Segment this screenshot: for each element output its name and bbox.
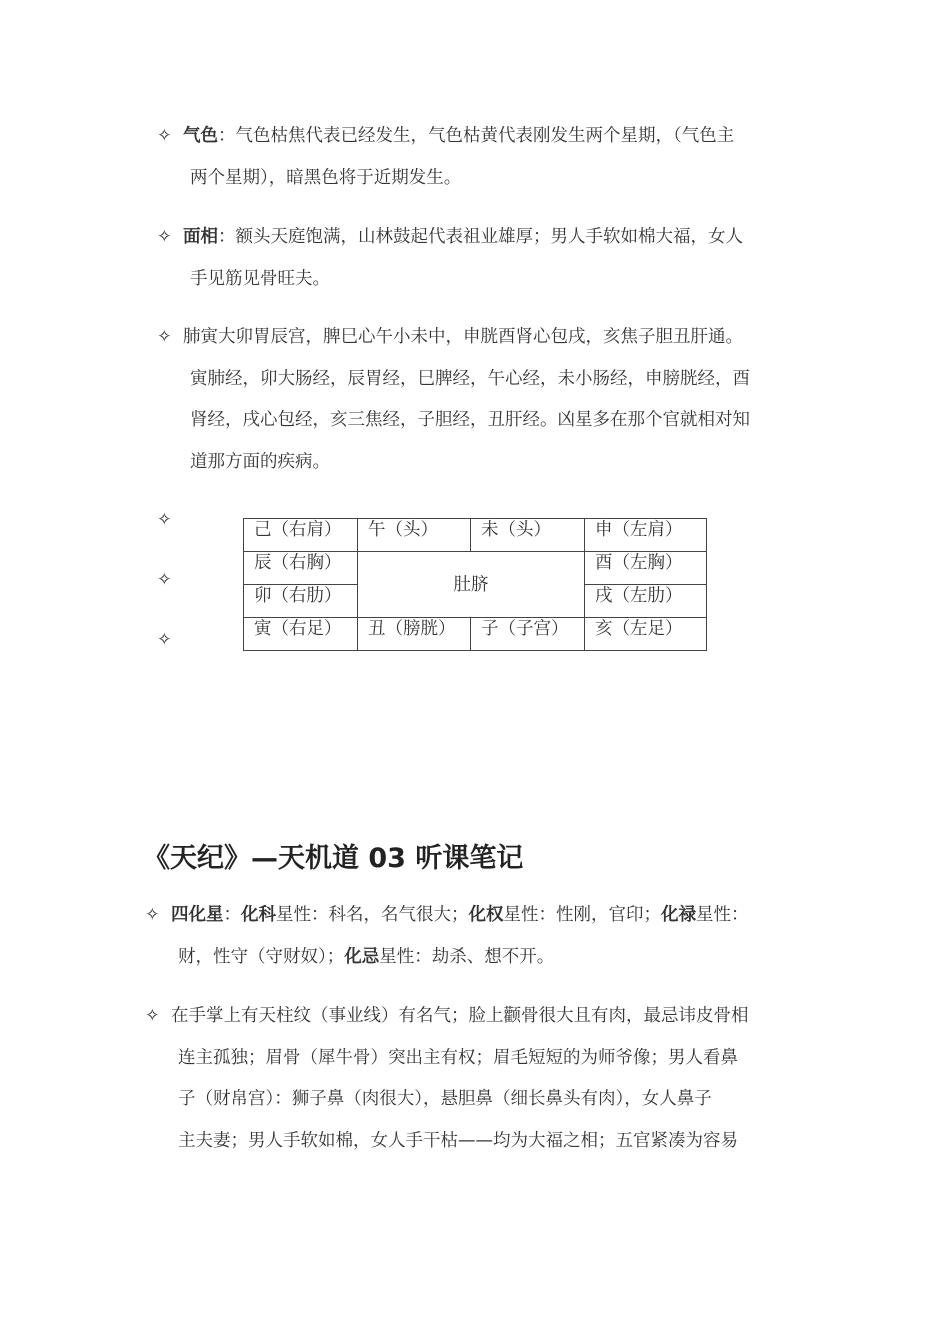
- huaquan-label: 化权: [468, 905, 504, 925]
- hualu-label: 化禄: [661, 905, 696, 925]
- bullet-star-icon: ✧: [157, 227, 172, 247]
- qise-label: 气色: [183, 126, 218, 146]
- bullet-star-icon: ✧: [157, 327, 172, 347]
- table-row: [244, 519, 707, 552]
- table-cell: 己（右肩）: [244, 519, 358, 552]
- table-cell: 辰（右胸）: [244, 552, 358, 585]
- jingluo-line3: 肾经，戌心包经，亥三焦经，子胆经，丑肝经。凶星多在那个官就相对知: [190, 410, 750, 430]
- jingluo-line1: 肺寅大卯胃辰宫，脾巳心午小未中，申胱酉肾心包戌，亥焦子胆丑肝通。: [183, 327, 743, 347]
- mianxiang-text-line1: ：额头天庭饱满，山林鼓起代表祖业雄厚；男人手软如棉大福，女人: [218, 227, 743, 247]
- qise-text-line2: 两个星期），暗黑色将于近期发生。: [190, 167, 462, 188]
- bullet-sihua: ✧ 四化星：化科星性：科名，名气很大；化权星性：性刚，官印；化禄星性： 财，性守（守财奴）；化忌星性：劫杀、想不开。: [145, 895, 825, 978]
- section-title: 《天纪》—天机道 03 听课笔记: [143, 843, 524, 874]
- shouzhang-line4: 主夫妻；男人手软如棉，女人手干枯——均为大福之相；五官紧凑为容易: [178, 1130, 738, 1151]
- table-cell: 子（子宫）: [471, 618, 585, 651]
- table-cell: 亥（左足）: [585, 618, 707, 651]
- mianxiang-label: 面相: [183, 227, 218, 247]
- table-cell: 酉（左胸）: [585, 552, 707, 585]
- bullet-star-icon: ✧: [157, 510, 172, 530]
- bullet-mianxiang: [157, 217, 817, 300]
- table-cell: 午（头）: [358, 519, 471, 552]
- table-cell: 丑（膀胱）: [358, 618, 471, 651]
- table-center-cell: 肚脐: [358, 552, 585, 618]
- table-row: [244, 618, 707, 651]
- sihua-label: 四化星: [171, 905, 224, 925]
- table-cell: 卯（右肋）: [244, 585, 358, 618]
- qise-text-line1: ：气色枯焦代表已经发生，气色枯黄代表刚发生两个星期，（气色主: [218, 126, 735, 146]
- jingluo-line4: 道那方面的疾病。: [190, 451, 330, 472]
- huaji-label: 化忌: [344, 946, 380, 967]
- mianxiang-text-line2: 手见筋见骨旺夫。: [190, 268, 330, 289]
- table-cell: 寅（右足）: [244, 618, 358, 651]
- shouzhang-line2: 连主孤独；眉骨（犀牛骨）突出主有权；眉毛短短的为师爷像；男人看鼻: [178, 1047, 738, 1068]
- table-row: [244, 552, 707, 585]
- table-cell: 未（头）: [471, 519, 585, 552]
- bullet-star-icon: ✧: [157, 570, 172, 590]
- table-cell: 申（左肩）: [585, 519, 707, 552]
- bullet-star-icon: ✧: [145, 905, 160, 925]
- bullet-star-icon: ✧: [145, 1006, 160, 1026]
- bullet-star-icon: ✧: [157, 126, 172, 146]
- body-map-table: [243, 518, 707, 651]
- table-cell: 戌（左肋）: [585, 585, 707, 618]
- shouzhang-line1: 在手掌上有天柱纹（事业线）有名气；脸上颧骨很大且有肉，最忌讳皮骨相: [171, 1006, 749, 1026]
- bullet-jingluo: [157, 317, 827, 483]
- bullet-qise: [157, 116, 817, 199]
- bullet-shouzhang: [145, 996, 825, 1162]
- huake-label: 化科: [241, 905, 276, 925]
- jingluo-line2: 寅肺经，卯大肠经，辰胃经，巳脾经，午心经，未小肠经，申膀胱经，酉: [190, 368, 750, 389]
- shouzhang-line3: 子（财帛宫）：狮子鼻（肉很大），悬胆鼻（细长鼻头有肉），女人鼻子: [178, 1089, 712, 1109]
- bullet-star-icon: ✧: [157, 630, 172, 650]
